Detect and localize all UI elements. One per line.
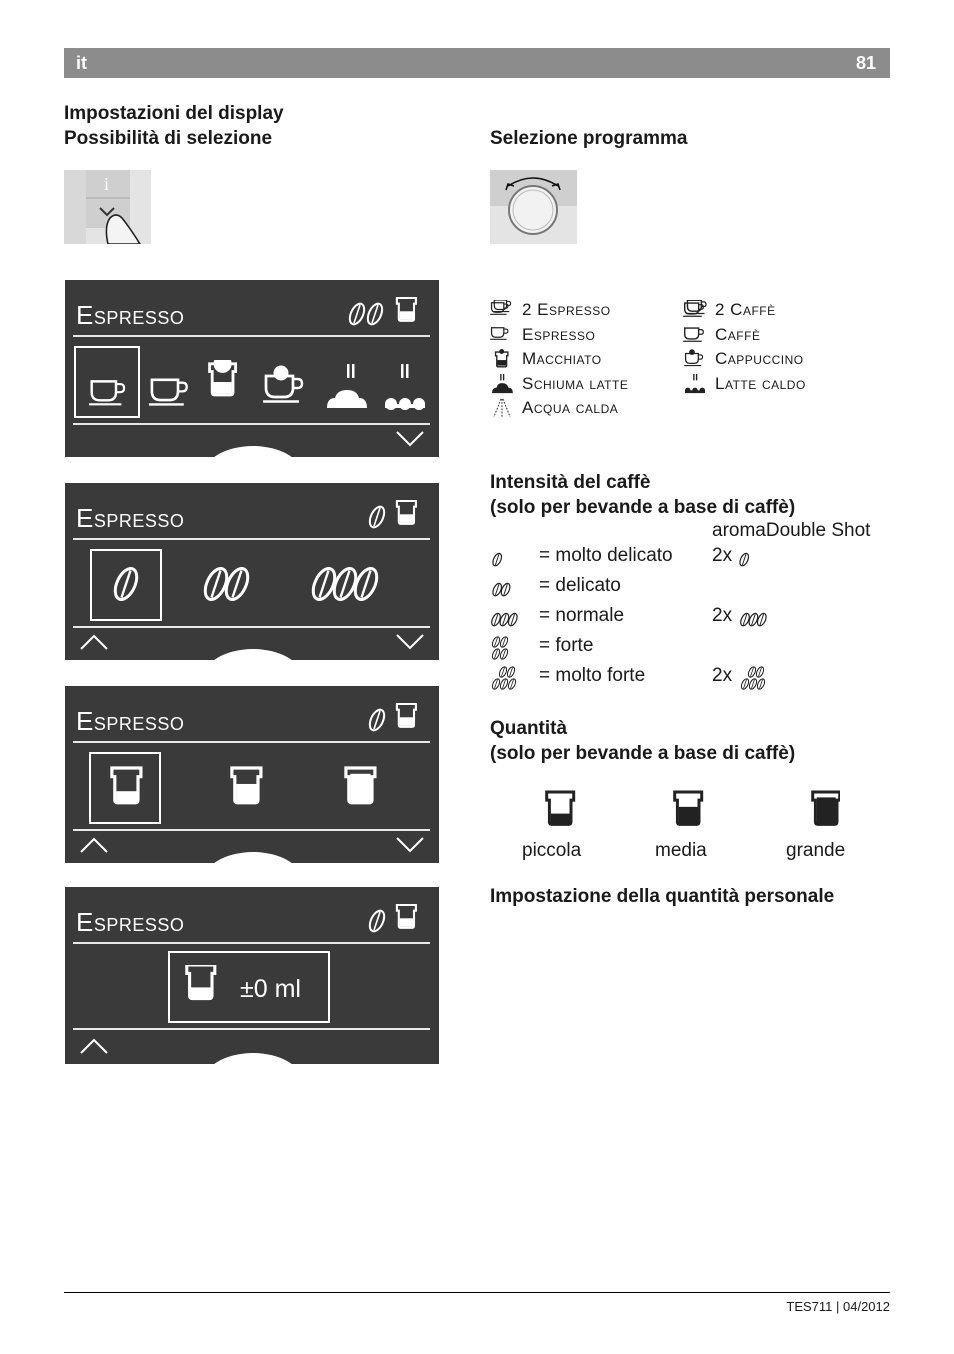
list-item: Latte caldo: [683, 372, 806, 397]
chevron-down-icon[interactable]: [395, 633, 425, 651]
program-list-col2: [683, 298, 806, 396]
display-panel-strength: [65, 483, 439, 660]
quantity-heading: Quantità (solo per bevande a base di caffè): [490, 718, 796, 764]
list-item: 2 Espresso: [490, 298, 628, 323]
list-item: = molto delicato 2x: [490, 544, 890, 574]
rotary-knob-illustration: [490, 170, 577, 244]
info-button-illustration: [64, 170, 151, 244]
beans-icon: [739, 666, 783, 692]
panel-title: Espresso: [76, 300, 185, 330]
chevron-down-icon[interactable]: [395, 836, 425, 854]
svg-text:i: i: [104, 174, 110, 194]
intensity-list: [490, 544, 890, 694]
list-item: = molto forte 2x: [490, 664, 890, 694]
aroma-double-shot-label: aromaDouble Shot: [712, 520, 871, 541]
program-selection-heading: Selezione programma: [490, 128, 688, 149]
list-item: = normale 2x: [490, 604, 890, 634]
bean-icon: [490, 550, 534, 568]
finger-press-icon: [64, 170, 151, 244]
espresso-cup-icon: [490, 325, 514, 345]
list-item: Acqua calda: [490, 396, 628, 421]
rotary-knob-icon: [490, 170, 577, 244]
panel-title: Espresso: [76, 907, 185, 937]
program-icons-row: [85, 360, 439, 410]
strength-indicator-icon: [365, 702, 425, 738]
coffee-cup-icon: [683, 325, 707, 345]
footer-model-date: TES711 | 04/2012: [786, 1299, 890, 1314]
list-item: = delicato: [490, 574, 890, 604]
list-item: Cappuccino: [683, 347, 806, 372]
beans-icon: [490, 636, 534, 662]
list-item: Espresso: [490, 323, 628, 348]
rotary-knob-shape: [203, 649, 303, 660]
panel-title: Espresso: [76, 706, 185, 736]
size-medium-label: media: [655, 840, 707, 861]
beans-icon: [490, 610, 534, 628]
list-item: 2 Caffè: [683, 298, 806, 323]
strength-options-icons: [105, 563, 405, 607]
strength-indicator-icon: [365, 903, 425, 939]
beans-icon: [490, 666, 534, 692]
rotary-knob-shape: [203, 1053, 303, 1064]
cappuccino-cup-icon: [683, 349, 707, 369]
beans-icon: [739, 610, 783, 628]
display-panel-program: [65, 280, 439, 457]
heading-display-settings: Impostazioni del display: [64, 103, 284, 124]
rotary-knob-shape: [203, 852, 303, 863]
cup-icon: [184, 965, 224, 1009]
quantity-size-icons: [540, 790, 840, 836]
page-header-bar: [64, 48, 890, 78]
quantity-options-icons: [105, 766, 405, 816]
beans-icon: [490, 580, 534, 598]
personal-quantity-heading: Impostazione della quantità personale: [490, 886, 835, 907]
strength-indicator-icon: [365, 499, 425, 535]
bean-icon: [737, 550, 767, 568]
hot-water-icon: [490, 398, 514, 418]
list-item: Macchiato: [490, 347, 628, 372]
list-item: = forte: [490, 634, 890, 664]
list-item: Schiuma latte: [490, 372, 628, 397]
amount-adjust-frame[interactable]: [168, 951, 330, 1023]
left-heading: [64, 101, 284, 151]
chevron-up-icon[interactable]: [79, 1037, 109, 1055]
heading-selection-options: Possibilità di selezione: [64, 128, 273, 149]
footer-rule: [64, 1292, 890, 1293]
chevron-up-icon[interactable]: [79, 836, 109, 854]
intensity-heading: Intensità del caffè (solo per bevande a base di caffè): [490, 472, 796, 518]
strength-indicator-icon: [345, 296, 425, 332]
macchiato-glass-icon: [490, 349, 514, 369]
language-label: it: [76, 53, 87, 73]
display-panel-quantity: [65, 686, 439, 863]
list-item: Caffè: [683, 323, 806, 348]
hot-milk-icon: [683, 374, 707, 394]
chevron-up-icon[interactable]: [79, 633, 109, 651]
rotary-knob-shape: [203, 446, 303, 457]
page-number: 81: [855, 53, 876, 73]
program-list-col1: [490, 298, 628, 421]
size-small-label: piccola: [522, 840, 582, 861]
size-large-label: grande: [786, 840, 846, 861]
chevron-down-icon[interactable]: [395, 430, 425, 448]
amount-value: ±0 ml: [240, 975, 301, 1003]
display-panel-personal-amount: [65, 887, 439, 1064]
two-coffee-cups-icon: [683, 300, 707, 320]
two-cups-icon: [490, 300, 514, 320]
panel-title: Espresso: [76, 503, 185, 533]
milk-foam-icon: [490, 374, 514, 394]
